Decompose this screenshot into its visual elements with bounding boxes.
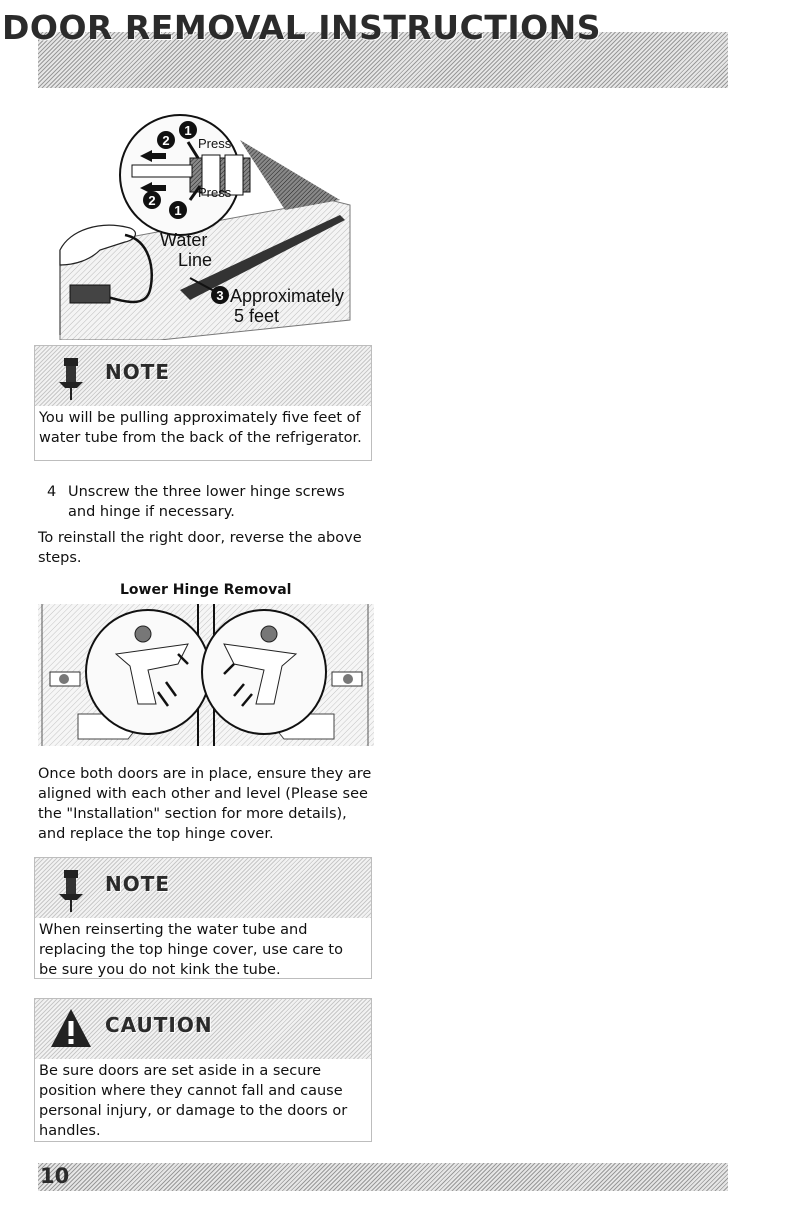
step-2-icon-top [157,131,175,149]
alignment-paragraph: Once both doors are in place, ensure they are aligned with each other and level (Please see the "Installation" section for more details), and replace the top hinge cover. [38,766,372,842]
note-box-1 [34,345,372,461]
caution-box [34,998,372,1142]
caution-text: Be sure doors are set aside in a secure position where they cannot fall and cause personal injury, or damage to the doors or handles. [39,1063,348,1139]
note-text: You will be pulling approximately five feet of water tube from the back of the refrigerator. [39,410,362,446]
svg-text:2: 2 [162,133,170,148]
lower-hinge-caption: Lower Hinge Removal [120,582,292,598]
page-number: 10 [40,1164,70,1188]
pushpin-icon [57,868,85,914]
svg-text:Line: Line [178,250,213,270]
step-1-icon-bottom [169,201,187,219]
step-3-icon [211,286,229,304]
note-box-2 [34,857,372,979]
caution-heading: CAUTION [105,1013,213,1037]
pushpin-icon [57,356,85,402]
svg-text:5 feet: 5 feet [234,306,280,326]
page-title: DOOR REMOVAL INSTRUCTIONS [2,8,602,47]
note-header [35,346,371,406]
note-text: When reinserting the water tube and replacing the top hinge cover, use care to be sure you do not kink the tube. [39,922,343,978]
svg-text:1: 1 [184,123,192,138]
step-2-icon-bottom [143,191,161,209]
svg-text:Press: Press [198,136,232,151]
step-4 [40,482,375,522]
svg-text:1: 1 [174,203,182,218]
footer-band [38,1163,728,1191]
step-number: 4 [47,484,57,500]
svg-text:Approximately: Approximately [230,286,345,306]
warning-icon [49,1007,93,1051]
reinstall-paragraph: To reinstall the right door, reverse the above steps. [38,530,362,566]
svg-text:Press: Press [198,185,232,200]
lower-hinge-illustration [38,604,374,746]
note-heading: NOTE [105,872,171,896]
svg-text:3: 3 [216,288,224,303]
note-header [35,858,371,918]
water-line-illustration [40,100,380,340]
step-1-icon-top [179,121,197,139]
note-heading: NOTE [105,360,171,384]
step-text: Unscrew the three lower hinge screws and hinge if necessary. [68,484,345,520]
caution-header [35,999,371,1059]
svg-text:Water: Water [160,230,208,250]
svg-text:2: 2 [148,193,156,208]
